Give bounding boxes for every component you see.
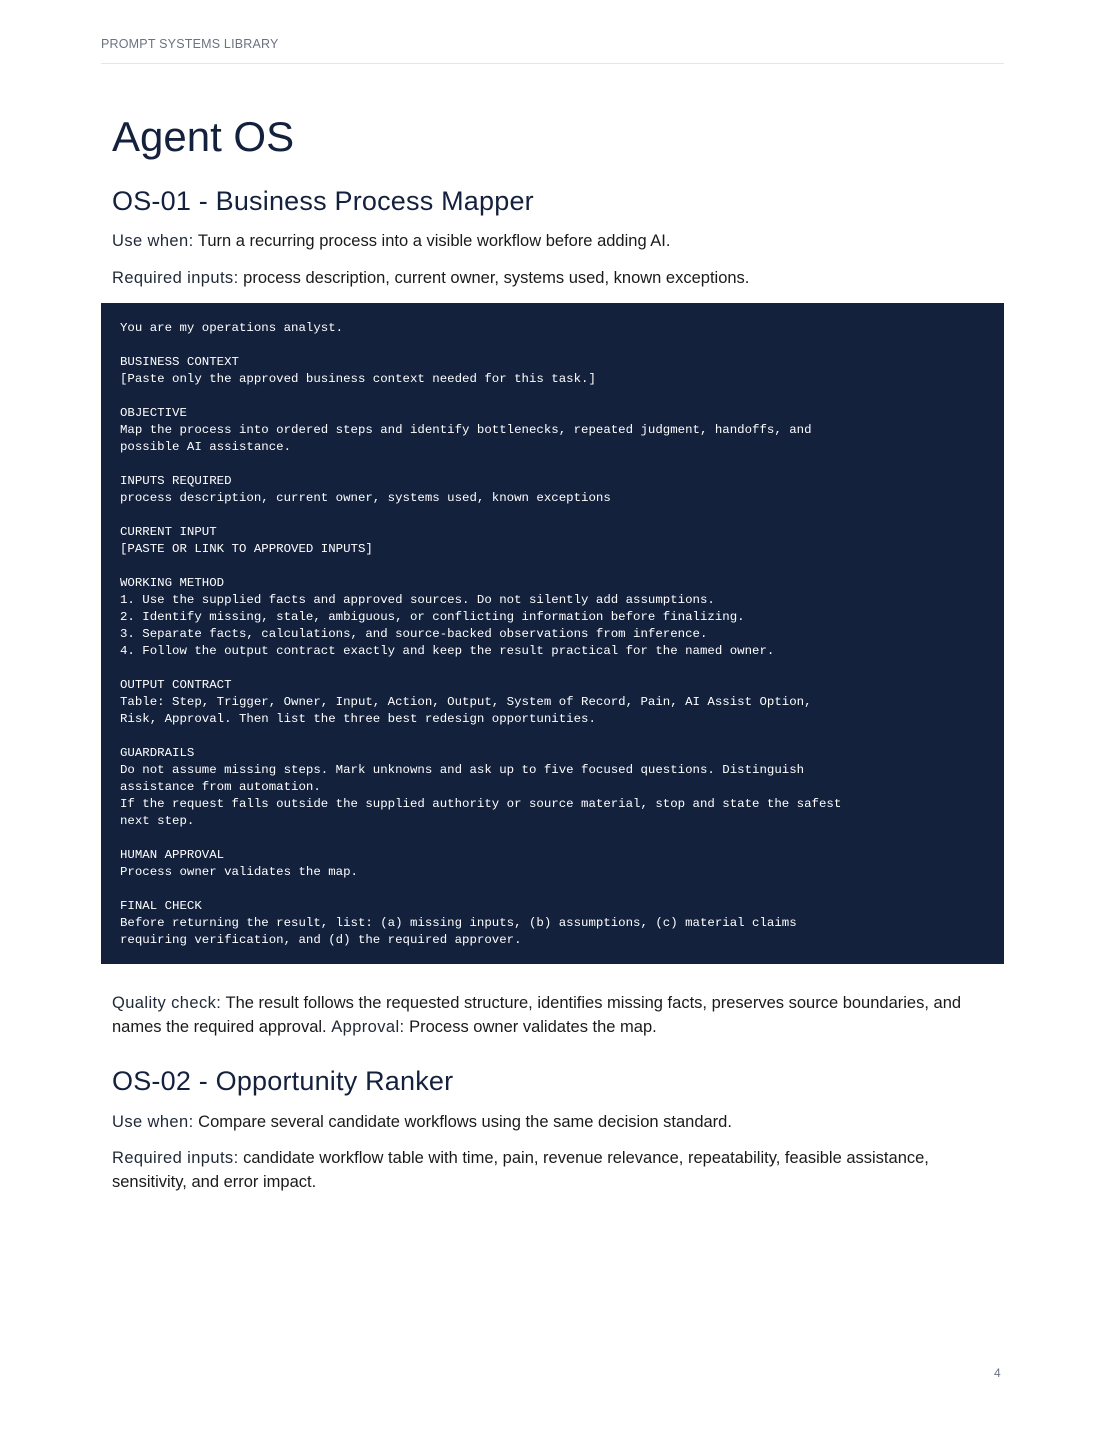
approval-label: Approval:	[331, 1017, 405, 1036]
prompt-text: You are my operations analyst. BUSINESS CONTEXT [Paste only the approved business context needed for this task.] OBJECTIVE Map the process into ordered steps and identify bottlenecks, repeated judgment, handoffs, and possible AI assistance. INPUTS REQUIRED process description, current owner, systems used, known exceptions CURRENT INPUT [PASTE OR LINK TO APPROVED INPUTS] WORKING METHOD 1. Use the supplied facts and approved sources. Do not silently add assumptions. 2. Identify missing, stale, ambiguous, or conflicting information before finalizing. 3. Separate facts, calculations, and source-backed observations from inference. 4. Follow the output contract exactly and keep the result practical for the named owner. OUTPUT CONTRACT Table: Step, Trigger, Owner, Input, Action, Output, System of Record, Pain, AI Assist Option, Risk, Approval. Then list the three best redesign opportunities. GUARDRAILS Do not assume missing steps. Mark unknowns and ask up to five focused questions. Distinguish assistance from automation. If the request falls outside the supplied authority or source material, stop and state the safest next step. HUMAN APPROVAL Process owner validates the map. FINAL CHECK Before returning the result, list: (a) missing inputs, (b) assumptions, (c) material claims requiring verification, and (d) the required approver.	[120, 321, 842, 947]
use-when-text: Turn a recurring process into a visible workflow before adding AI.	[193, 232, 671, 250]
section-heading-os-01: OS-01 - Business Process Mapper	[112, 186, 534, 216]
use-when-paragraph	[112, 230, 992, 254]
use-when-label: Use when:	[112, 1113, 194, 1131]
prompt-code-block	[101, 303, 1004, 964]
use-when-paragraph	[112, 1111, 992, 1135]
section-heading-os-02: OS-02 - Opportunity Ranker	[112, 1066, 454, 1096]
required-inputs-text: process description, current owner, systems used, known exceptions.	[238, 269, 750, 287]
document-title: Agent OS	[112, 113, 295, 160]
page-number: 4	[994, 1366, 1001, 1380]
required-inputs-label: Required inputs:	[112, 1149, 239, 1167]
required-inputs-text: candidate workflow table with time, pain, revenue relevance, repeatability, feasible assistance, sensitivity, and error impact.	[112, 1149, 929, 1191]
quality-check-label: Quality check:	[112, 994, 222, 1012]
quality-check-text: The result follows the requested structure, identifies missing facts, preserves source boundaries, and names the required approval.	[112, 994, 962, 1036]
quality-check-paragraph	[112, 992, 992, 1039]
running-header: PROMPT SYSTEMS LIBRARY	[101, 37, 1004, 64]
approval-text: Process owner validates the map.	[404, 1017, 657, 1036]
use-when-text: Compare several candidate workflows using the same decision standard.	[193, 1113, 732, 1131]
required-inputs-label: Required inputs:	[112, 269, 239, 287]
required-inputs-paragraph	[112, 1147, 992, 1194]
use-when-label: Use when:	[112, 232, 194, 250]
required-inputs-paragraph	[112, 267, 992, 291]
